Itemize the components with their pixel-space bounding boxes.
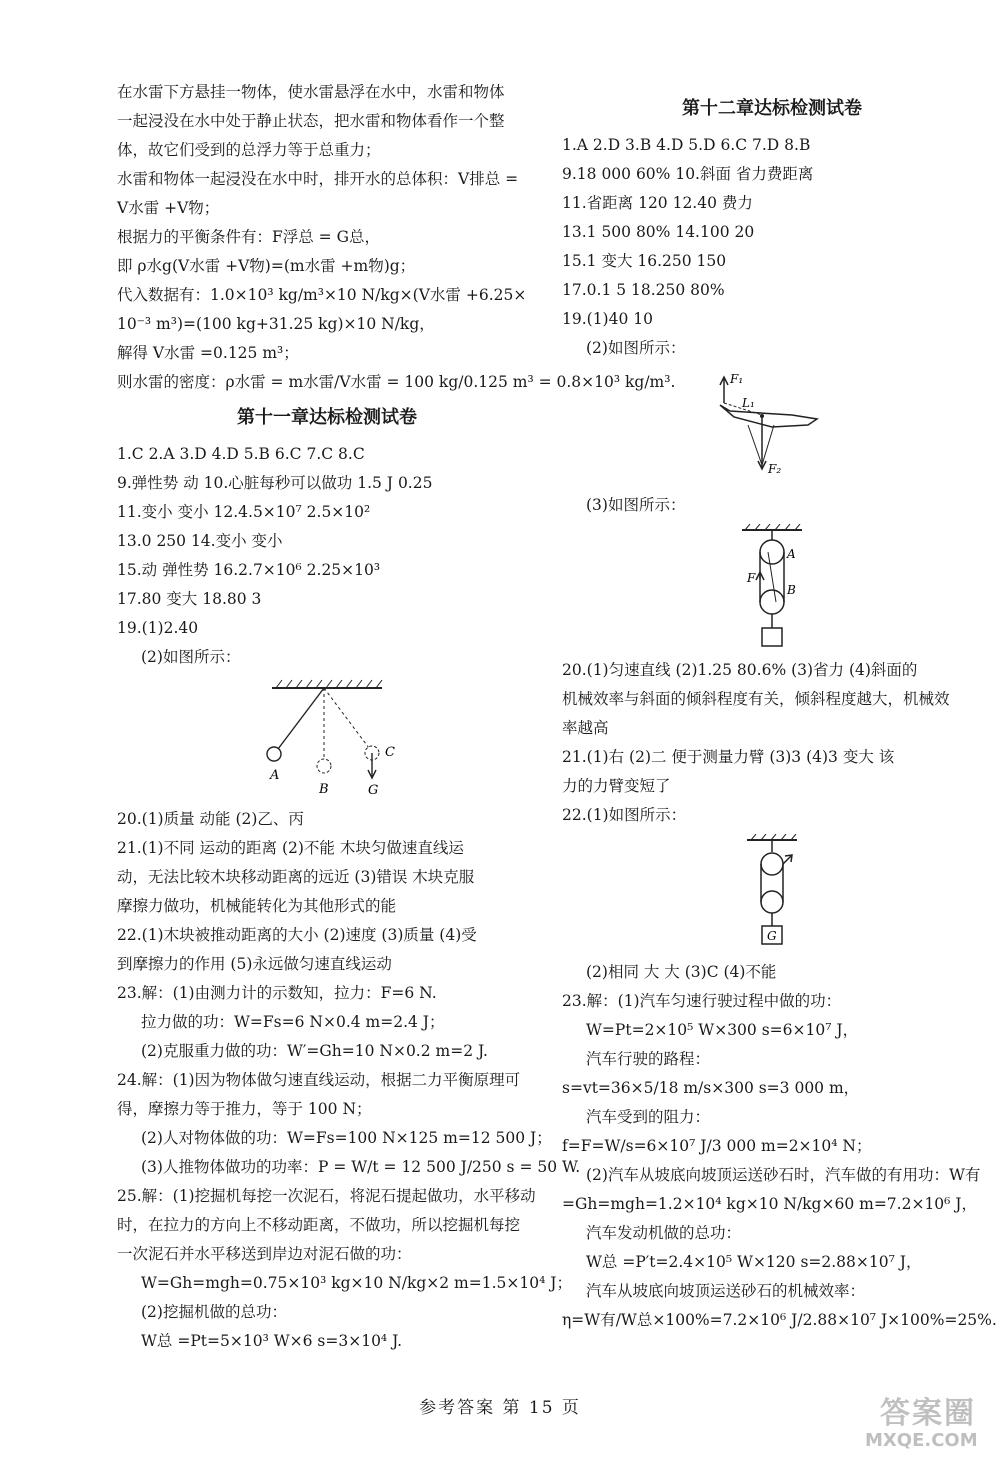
label-a: A xyxy=(270,768,280,783)
answer-line: 23.解：(1)由测力计的示数知，拉力：F=6 N. xyxy=(117,984,437,1002)
answer-line: 21.(1)右 (2)二 便于测量力臂 (3)3 (4)3 变大 该 xyxy=(562,748,895,766)
answer-line: V水雷 +V物； xyxy=(117,199,220,217)
label-c: C xyxy=(385,745,395,760)
answer-line: W=Gh=mgh=0.75×10³ kg×10 N/kg×2 m=1.5×10⁴ J； xyxy=(141,1274,572,1292)
answer-line: 22.(1)木块被推动距离的大小 (2)速度 (3)质量 (4)受 xyxy=(117,926,477,944)
answer-line: 率越高 xyxy=(562,719,609,737)
answer-line: 1.A 2.D 3.B 4.D 5.D 6.C 7.D 8.B xyxy=(562,136,811,154)
answer-line: 23.解：(1)汽车匀速行驶过程中做的功： xyxy=(562,992,842,1010)
chapter-12-heading: 第十二章达标检测试卷 xyxy=(682,98,862,119)
answer-line: (2)人对物体做的功：W=Fs=100 N×125 m=12 500 J； xyxy=(141,1129,552,1147)
answer-line: 24.解：(1)因为物体做匀速直线运动，根据二力平衡原理可 xyxy=(117,1071,521,1089)
answer-line: 汽车发动机做的总功： xyxy=(586,1224,742,1242)
answer-line: 拉力做的功：W=Fs=6 N×0.4 m=2.4 J； xyxy=(141,1013,445,1031)
page-footer: 参考答案 第 15 页 xyxy=(419,1398,581,1418)
pulley-diagram-1 xyxy=(727,524,817,652)
watermark-url: MXQE.COM xyxy=(865,1430,978,1451)
answer-line: 汽车受到的阻力： xyxy=(586,1108,711,1126)
answer-line: 一起浸没在水中处于静止状态，把水雷和物体看作一个整 xyxy=(117,112,505,130)
answer-line: W总 =P′t=2.4×10⁵ W×120 s=2.88×10⁷ J， xyxy=(586,1253,922,1271)
answer-line: 则水雷的密度：ρ水雷 = m水雷/V水雷 = 100 kg/0.125 m³ = 0.8×10³ kg/m³. xyxy=(117,373,676,391)
answer-line: (3)如图所示： xyxy=(586,496,686,514)
label-b: B xyxy=(787,583,796,597)
pulley-figure-1 xyxy=(562,524,982,652)
answer-line: 体，故它们受到的总浮力等于总重力； xyxy=(117,141,381,159)
right-answer-lines-3 xyxy=(562,958,997,1335)
pendulum-ball-b xyxy=(317,759,331,773)
right-answer-lines xyxy=(562,131,982,363)
answer-line: 9.弹性势 动 10.心脏每秒可以做功 1.5 J 0.25 xyxy=(117,474,433,492)
label-l1: L₁ xyxy=(742,396,755,410)
label-g: G xyxy=(767,929,777,943)
answer-line: (2)汽车从坡底向坡顶运送砂石时，汽车做的有用功：W有 xyxy=(586,1166,981,1184)
left-bottom-lines xyxy=(117,805,581,1356)
answer-line: (2)挖掘机做的总功： xyxy=(141,1303,287,1321)
left-answer-lines xyxy=(117,440,537,672)
answer-line: 13.1 500 80% 14.100 20 xyxy=(562,223,755,241)
answer-line: 根据力的平衡条件有：F浮总 = G总， xyxy=(117,228,380,246)
answer-line: 水雷和物体一起浸没在水中时，排开水的总体积：V排总 = xyxy=(117,170,519,188)
label-a: A xyxy=(787,547,796,561)
answer-line: 20.(1)匀速直线 (2)1.25 80.6% (3)省力 (4)斜面的 xyxy=(562,661,918,679)
answer-line: 汽车从坡底向坡顶运送砂石的机械效率： xyxy=(586,1282,866,1300)
answer-line: 17.0.1 5 18.250 80% xyxy=(562,281,725,299)
label-g: G xyxy=(368,783,379,798)
lever-diagram xyxy=(712,367,832,487)
answer-line: 得，摩擦力等于推力，等于 100 N； xyxy=(117,1100,372,1118)
answer-line: 汽车行驶的路程： xyxy=(586,1050,711,1068)
answer-line: 即 ρ水g(V水雷 +V物)=(m水雷 +m物)g； xyxy=(117,257,416,275)
answer-line: 摩擦力做功，机械能转化为其他形式的能 xyxy=(117,897,397,915)
answer-line: η=W有/W总×100%=7.2×10⁶ J/2.88×10⁷ J×100%=25%. xyxy=(562,1311,997,1329)
answer-line: 1.C 2.A 3.D 4.D 5.B 6.C 7.C 8.C xyxy=(117,445,365,463)
answer-line: 25.解：(1)挖掘机每挖一次泥石，将泥石提起做功，水平移动 xyxy=(117,1187,536,1205)
label-f1: F₁ xyxy=(730,372,744,386)
pendulum-figure xyxy=(117,676,537,801)
answer-line: 15.动 弹性势 16.2.7×10⁶ 2.25×10³ xyxy=(117,561,381,579)
answer-line: 解得 V水雷 =0.125 m³； xyxy=(117,344,299,362)
chapter-11-heading: 第十一章达标检测试卷 xyxy=(237,407,417,428)
answer-line: 17.80 变大 18.80 3 xyxy=(117,590,262,608)
answer-line: W总 =Pt=5×10³ W×6 s=3×10⁴ J. xyxy=(141,1332,403,1350)
lever-figure xyxy=(562,367,982,487)
label-b: B xyxy=(319,782,329,797)
right-answer-lines-2 xyxy=(562,656,982,830)
pendulum-string-a xyxy=(278,688,324,749)
answer-line: 9.18 000 60% 10.斜面 省力费距离 xyxy=(562,165,814,183)
answer-line: 15.1 变大 16.250 150 xyxy=(562,252,727,270)
answer-line: s=vt=36×5/18 m/s×300 s=3 000 m， xyxy=(562,1079,860,1097)
answer-line: 22.(1)如图所示： xyxy=(562,806,687,824)
answer-line: (2)如图所示： xyxy=(586,339,686,357)
answer-line: f=F=W/s=6×10⁷ J/3 000 m=2×10⁴ N； xyxy=(562,1137,872,1155)
answer-line: 11.省距离 120 12.40 费力 xyxy=(562,194,753,212)
answer-line: 在水雷下方悬挂一物体，使水雷悬浮在水中，水雷和物体 xyxy=(117,83,505,101)
right-column xyxy=(562,88,997,1335)
answer-line: 代入数据有：1.0×10³ kg/m³×10 N/kg×(V水雷 +6.25× xyxy=(117,286,527,304)
answer-line: 19.(1)2.40 xyxy=(117,619,199,637)
answer-line: 时，在拉力的方向上不移动距离，不做功，所以挖掘机每挖 xyxy=(117,1216,521,1234)
answer-line: 一次泥石并水平移送到岸边对泥石做的功： xyxy=(117,1245,412,1263)
answer-line: 力的力臂变短了 xyxy=(562,777,671,795)
label-f: F xyxy=(747,571,756,585)
answer-line: (2)克服重力做的功：W′=Gh=10 N×0.2 m=2 J. xyxy=(141,1042,488,1060)
answer-line: 10⁻³ m³)=(100 kg+31.25 kg)×10 N/kg， xyxy=(117,315,435,333)
pendulum-ball-a xyxy=(267,747,281,761)
answer-line: 21.(1)不同 运动的距离 (2)不能 木块匀做速直线运 xyxy=(117,839,464,857)
answer-line: 19.(1)40 10 xyxy=(562,310,653,328)
watermark-logo xyxy=(865,1388,992,1451)
answer-line: (2)如图所示： xyxy=(141,648,241,666)
answer-line: (3)人推物体做功的功率：P = W/t = 12 500 J/250 s = 50 W. xyxy=(141,1158,581,1176)
answer-line: 到摩擦力的作用 (5)永远做匀速直线运动 xyxy=(117,955,392,973)
watermark-text: 答案圈 xyxy=(880,1396,976,1431)
answer-line: 动，无法比较木块移动距离的远近 (3)错误 木块克服 xyxy=(117,868,475,886)
answer-line: 20.(1)质量 动能 (2)乙、丙 xyxy=(117,810,304,828)
answer-line: (2)相同 大 大 (3)C (4)不能 xyxy=(586,963,777,981)
answer-line: =Gh=mgh=1.2×10⁴ kg×10 N/kg×60 m=7.2×10⁶ J， xyxy=(562,1195,978,1213)
answer-line: 13.0 250 14.变小 变小 xyxy=(117,532,283,550)
answer-line: 11.变小 变小 12.4.5×10⁷ 2.5×10² xyxy=(117,503,371,521)
pulley-diagram-2 xyxy=(727,834,817,954)
pendulum-diagram xyxy=(252,676,402,801)
answer-line: 机械效率与斜面的倾斜程度有关，倾斜程度越大，机械效 xyxy=(562,690,950,708)
pulley-figure-2 xyxy=(562,834,982,954)
label-f2: F₂ xyxy=(768,462,782,476)
answer-line: W=Pt=2×10⁵ W×300 s=6×10⁷ J， xyxy=(586,1021,859,1039)
